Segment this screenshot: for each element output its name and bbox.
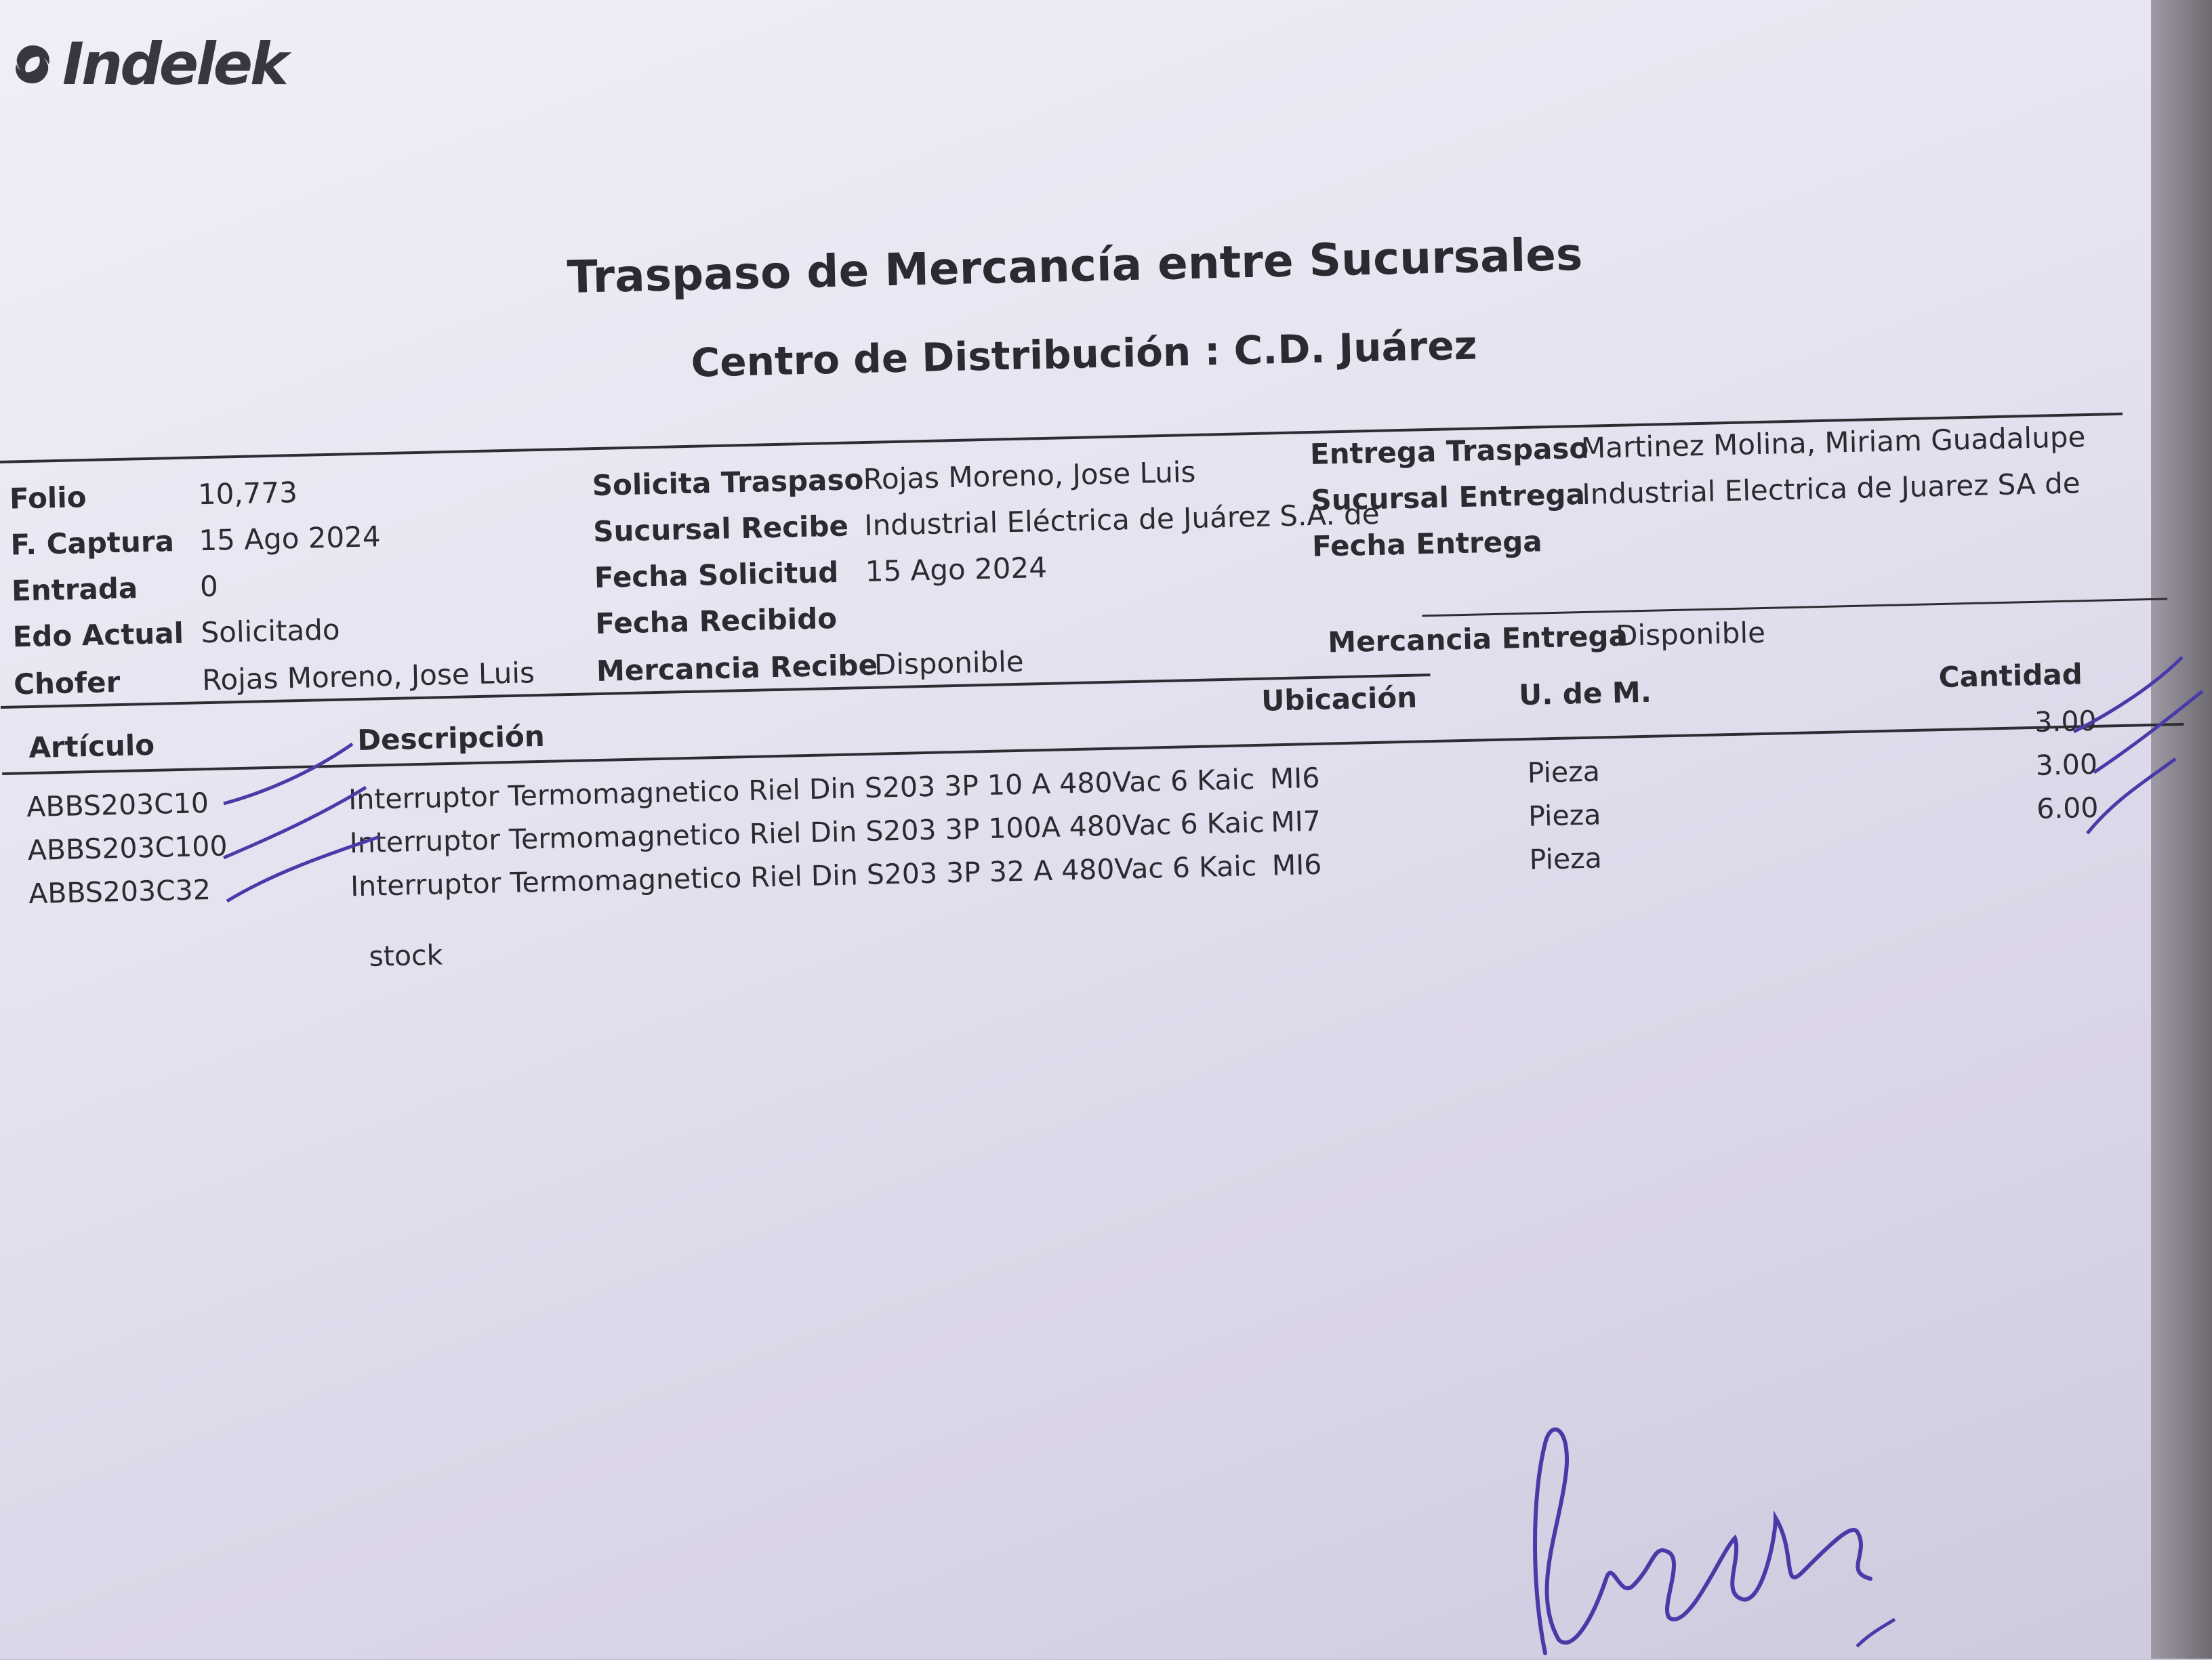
col-header-cantidad: Cantidad: [1938, 657, 2083, 694]
label-fecha-entrega: Fecha Entrega: [1312, 524, 1543, 563]
cell-articulo: ABBS203C10: [26, 787, 209, 823]
cell-descripcion: Interruptor Termomagnetico Riel Din S203 3P 100A 480Vac 6 Kaic: [349, 806, 1265, 860]
value-chofer: Rojas Moreno, Jose Luis: [202, 656, 535, 697]
label-fecha-solicitud: Fecha Solicitud: [594, 556, 838, 594]
value-entrega-traspaso: Martinez Molina, Miriam Guadalupe: [1580, 420, 2085, 465]
handwritten-signature: [1518, 1416, 1898, 1660]
value-folio: 10,773: [197, 476, 298, 511]
label-mercancia-recibe: Mercancia Recibe: [596, 648, 878, 688]
value-mercancia-recibe: Disponible: [874, 645, 1024, 682]
label-mercancia-entrega: Mercancia Entrega: [1328, 619, 1629, 659]
value-fecha-solicitud: 15 Ago 2024: [865, 551, 1047, 588]
label-entrega-traspaso: Entrega Traspaso: [1309, 432, 1589, 471]
cell-descripcion: Interruptor Termomagnetico Riel Din S203 3P 10 A 480Vac 6 Kaic: [348, 763, 1255, 816]
col-header-ubicacion: Ubicación: [1261, 681, 1418, 718]
cell-cantidad: 3.00: [2035, 748, 2097, 782]
label-solicita-traspaso: Solicita Traspaso: [592, 463, 864, 502]
label-fecha-captura: F. Captura: [10, 524, 174, 561]
table-note: stock: [369, 938, 443, 972]
cell-ubicacion: MI7: [1271, 805, 1322, 839]
label-sucursal-recibe: Sucursal Recibe: [593, 510, 849, 549]
col-header-articulo: Artículo: [28, 728, 155, 764]
cell-cantidad: 3.00: [2034, 705, 2097, 739]
cell-ubicacion: MI6: [1269, 762, 1320, 795]
label-edo-actual: Edo Actual: [12, 617, 184, 654]
label-sucursal-entrega: Sucursal Entrega: [1311, 478, 1585, 517]
document-title: Traspaso de Mercancía entre Sucursales: [567, 227, 1652, 304]
value-entrada: 0: [199, 570, 218, 604]
value-solicita-traspaso: Rojas Moreno, Jose Luis: [863, 455, 1196, 496]
cell-ubicacion: MI6: [1271, 848, 1322, 882]
cell-um: Pieza: [1529, 842, 1602, 875]
logo-text: Indelek: [62, 30, 286, 98]
value-mercancia-entrega: Disponible: [1616, 616, 1766, 652]
document-subtitle: Centro de Distribución : C.D. Juárez: [691, 318, 1640, 386]
label-folio: Folio: [9, 480, 87, 516]
value-fecha-captura: 15 Ago 2024: [199, 520, 381, 557]
cell-um: Pieza: [1528, 798, 1601, 832]
right-block-rule: [1422, 598, 2167, 617]
cell-articulo: ABBS203C100: [27, 829, 228, 867]
value-sucursal-entrega: Industrial Electrica de Juarez SA de: [1582, 466, 2081, 511]
label-entrada: Entrada: [12, 571, 138, 607]
cell-descripcion: Interruptor Termomagnetico Riel Din S203 3P 32 A 480Vac 6 Kaic: [350, 850, 1257, 902]
value-edo-actual: Solicitado: [201, 613, 340, 650]
label-fecha-recibido: Fecha Recibido: [595, 602, 838, 640]
col-header-descripcion: Descripción: [357, 720, 546, 757]
cell-um: Pieza: [1527, 755, 1600, 789]
cell-articulo: ABBS203C32: [28, 873, 211, 910]
label-chofer: Chofer: [14, 665, 121, 701]
value-sucursal-recibe: Industrial Eléctrica de Juárez S.A. de: [864, 497, 1380, 542]
cell-cantidad: 6.00: [2036, 791, 2099, 825]
col-header-um: U. de M.: [1519, 676, 1652, 711]
